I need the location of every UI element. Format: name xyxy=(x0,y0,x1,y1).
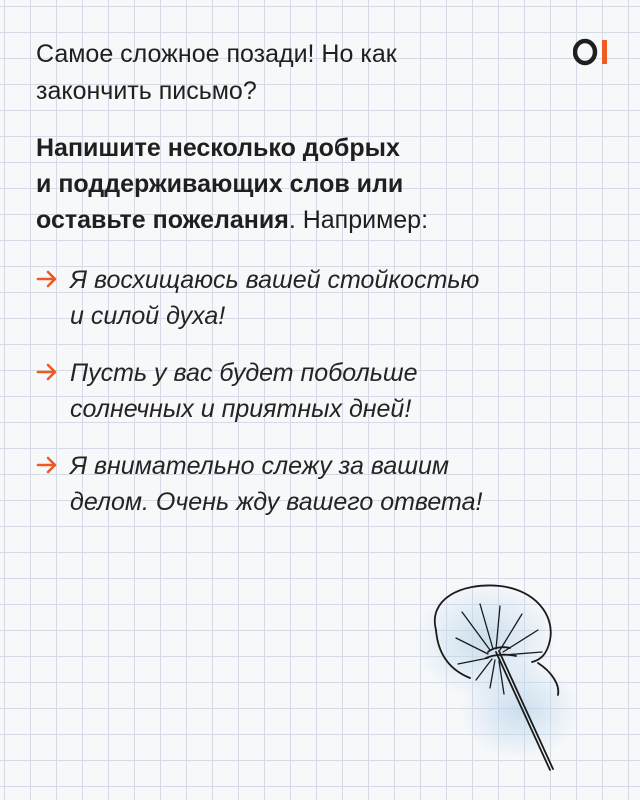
lead-paragraph xyxy=(36,130,556,238)
list-item xyxy=(36,262,596,334)
lead-tail: . Например: xyxy=(288,206,429,234)
lead-bold-line-1: Напишите несколько добрых xyxy=(36,134,400,162)
example-text: Пусть у вас будет побольше солнечных и приятных дней! xyxy=(70,359,418,423)
dandelion-illustration xyxy=(400,560,600,800)
example-text: Я восхищаюсь вашей стойкостью и силой духа! xyxy=(70,266,480,330)
intro-line-2: закончить письмо? xyxy=(36,77,257,105)
arrow-right-icon xyxy=(36,268,58,290)
intro-text xyxy=(36,36,506,110)
list-item xyxy=(36,355,596,427)
lead-bold-line-2: и поддерживающих слов или xyxy=(36,170,404,198)
lead-bold-line-3: оставьте пожелания xyxy=(36,206,289,234)
list-item xyxy=(36,448,596,520)
examples-list xyxy=(36,262,596,541)
intro-line-1: Самое сложное позади! Но как xyxy=(36,40,397,68)
arrow-right-icon xyxy=(36,361,58,383)
arrow-right-icon xyxy=(36,454,58,476)
example-text: Я внимательно слежу за вашим делом. Очень жду вашего ответа! xyxy=(70,452,483,516)
brand-logo xyxy=(573,36,613,68)
